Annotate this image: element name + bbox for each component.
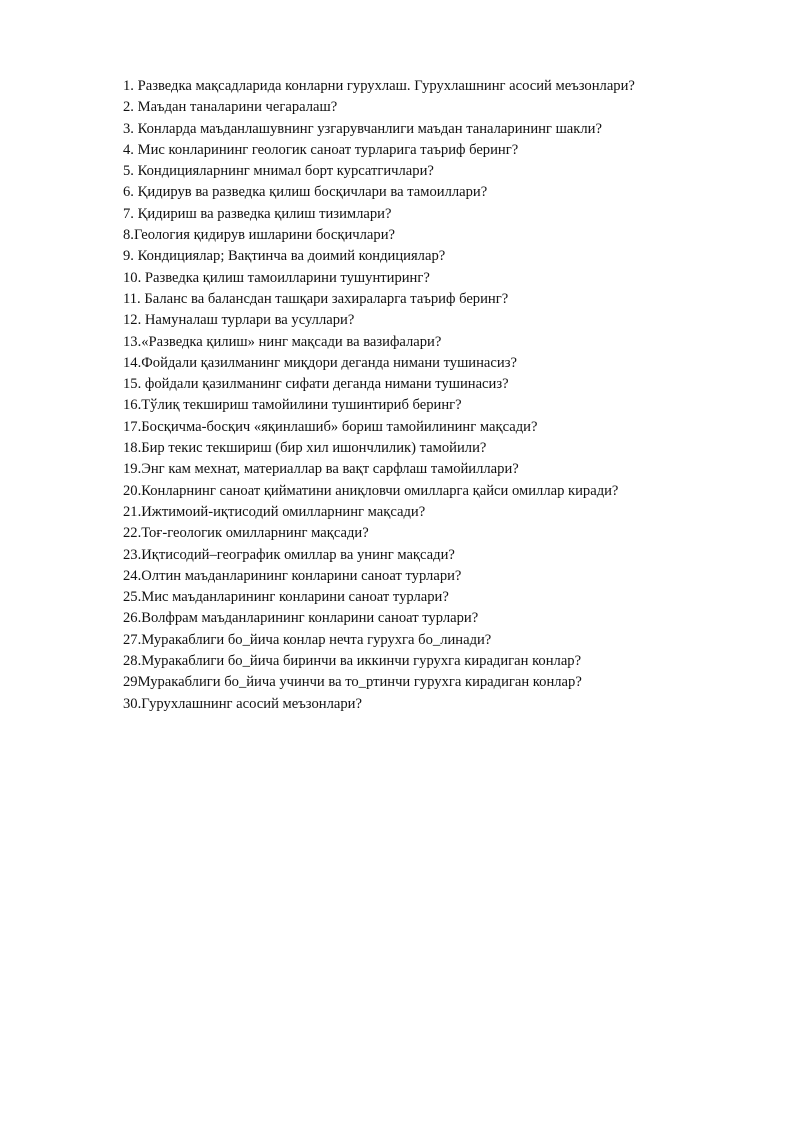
question-item-11: 11. Баланс ва балансдан ташқари захираларга таъриф беринг? xyxy=(123,290,509,307)
question-item-7: 7. Қидириш ва разведка қилиш тизимлари? xyxy=(123,205,392,222)
question-item-3: 3. Конларда маъданлашувнинг узгарувчанлиги маъдан таналарининг шакли? xyxy=(123,120,602,137)
question-item-22: 22.Тоғ-геологик омилларнинг мақсади? xyxy=(123,525,369,542)
question-item-4: 4. Мис конларининг геологик саноат турларига таъриф беринг? xyxy=(123,141,519,158)
question-item-1: 1. Разведка мақсадларида конларни гурухлаш. Гурухлашнинг асосий меъзонлари? xyxy=(123,78,635,94)
question-item-19: 19.Энг кам мехнат, материаллар ва вақт сарфлаш тамойиллари? xyxy=(123,461,519,478)
question-item-13: 13.«Разведка қилиш» нинг мақсади ва вазифалари? xyxy=(123,333,442,350)
question-item-10: 10. Разведка қилиш тамоилларини тушунтиринг? xyxy=(123,269,430,286)
question-item-26: 26.Волфрам маъданларининг конларини саноат турлари? xyxy=(123,610,479,627)
question-item-2: 2. Маъдан таналарини чегаралаш? xyxy=(123,99,338,116)
question-item-18: 18.Бир текис текшириш (бир хил ишончлилик) тамойили? xyxy=(123,440,487,457)
question-item-17: 17.Босқичма-босқич «яқинлашиб» бориш тамойилининг мақсади? xyxy=(123,418,538,435)
question-item-8: 8.Геология қидирув ишларини босқичлари? xyxy=(123,227,395,244)
question-item-6: 6. Қидирув ва разведка қилиш босқичлари ва тамоиллари? xyxy=(123,184,488,201)
question-item-15: 15. фойдали қазилманинг сифати деганда нимани тушинасиз? xyxy=(123,376,509,393)
question-item-5: 5. Кондицияларнинг мнимал борт курсатгичлари? xyxy=(123,163,434,180)
question-item-16: 16.Тўлиқ текшириш тамойилини тушинтириб беринг? xyxy=(123,397,462,414)
question-list xyxy=(123,76,783,715)
question-item-12: 12. Намуналаш турлари ва усуллари? xyxy=(123,312,355,329)
question-item-28: 28.Муракаблиги бо_йича биринчи ва иккинчи гурухга кирадиган конлар? xyxy=(123,653,582,670)
question-item-20: 20.Конларнинг саноат қийматини аниқловчи омилларга қайси омиллар киради? xyxy=(123,482,619,499)
question-item-29: 29Муракаблиги бо_йича учинчи ва то_ртинчи гурухга кирадиган конлар? xyxy=(123,674,582,691)
question-item-24: 24.Олтин маъданларининг конларини саноат турлари? xyxy=(123,567,462,584)
question-item-23: 23.Иқтисодий–географик омиллар ва унинг мақсади? xyxy=(123,546,455,563)
question-item-21: 21.Ижтимоий-иқтисодий омилларнинг мақсади? xyxy=(123,503,426,520)
question-item-30: 30.Гурухлашнинг асосий меъзонлари? xyxy=(123,695,362,712)
question-item-9: 9. Кондициялар; Вақтинча ва доимий кондициялар? xyxy=(123,248,446,265)
question-item-14: 14.Фойдали қазилманинг миқдори деганда нимани тушинасиз? xyxy=(123,354,517,371)
question-item-27: 27.Муракаблиги бо_йича конлар нечта гурухга бо_линади? xyxy=(123,631,492,648)
question-item-25: 25.Мис маъданларининг конларини саноат турлари? xyxy=(123,589,449,606)
